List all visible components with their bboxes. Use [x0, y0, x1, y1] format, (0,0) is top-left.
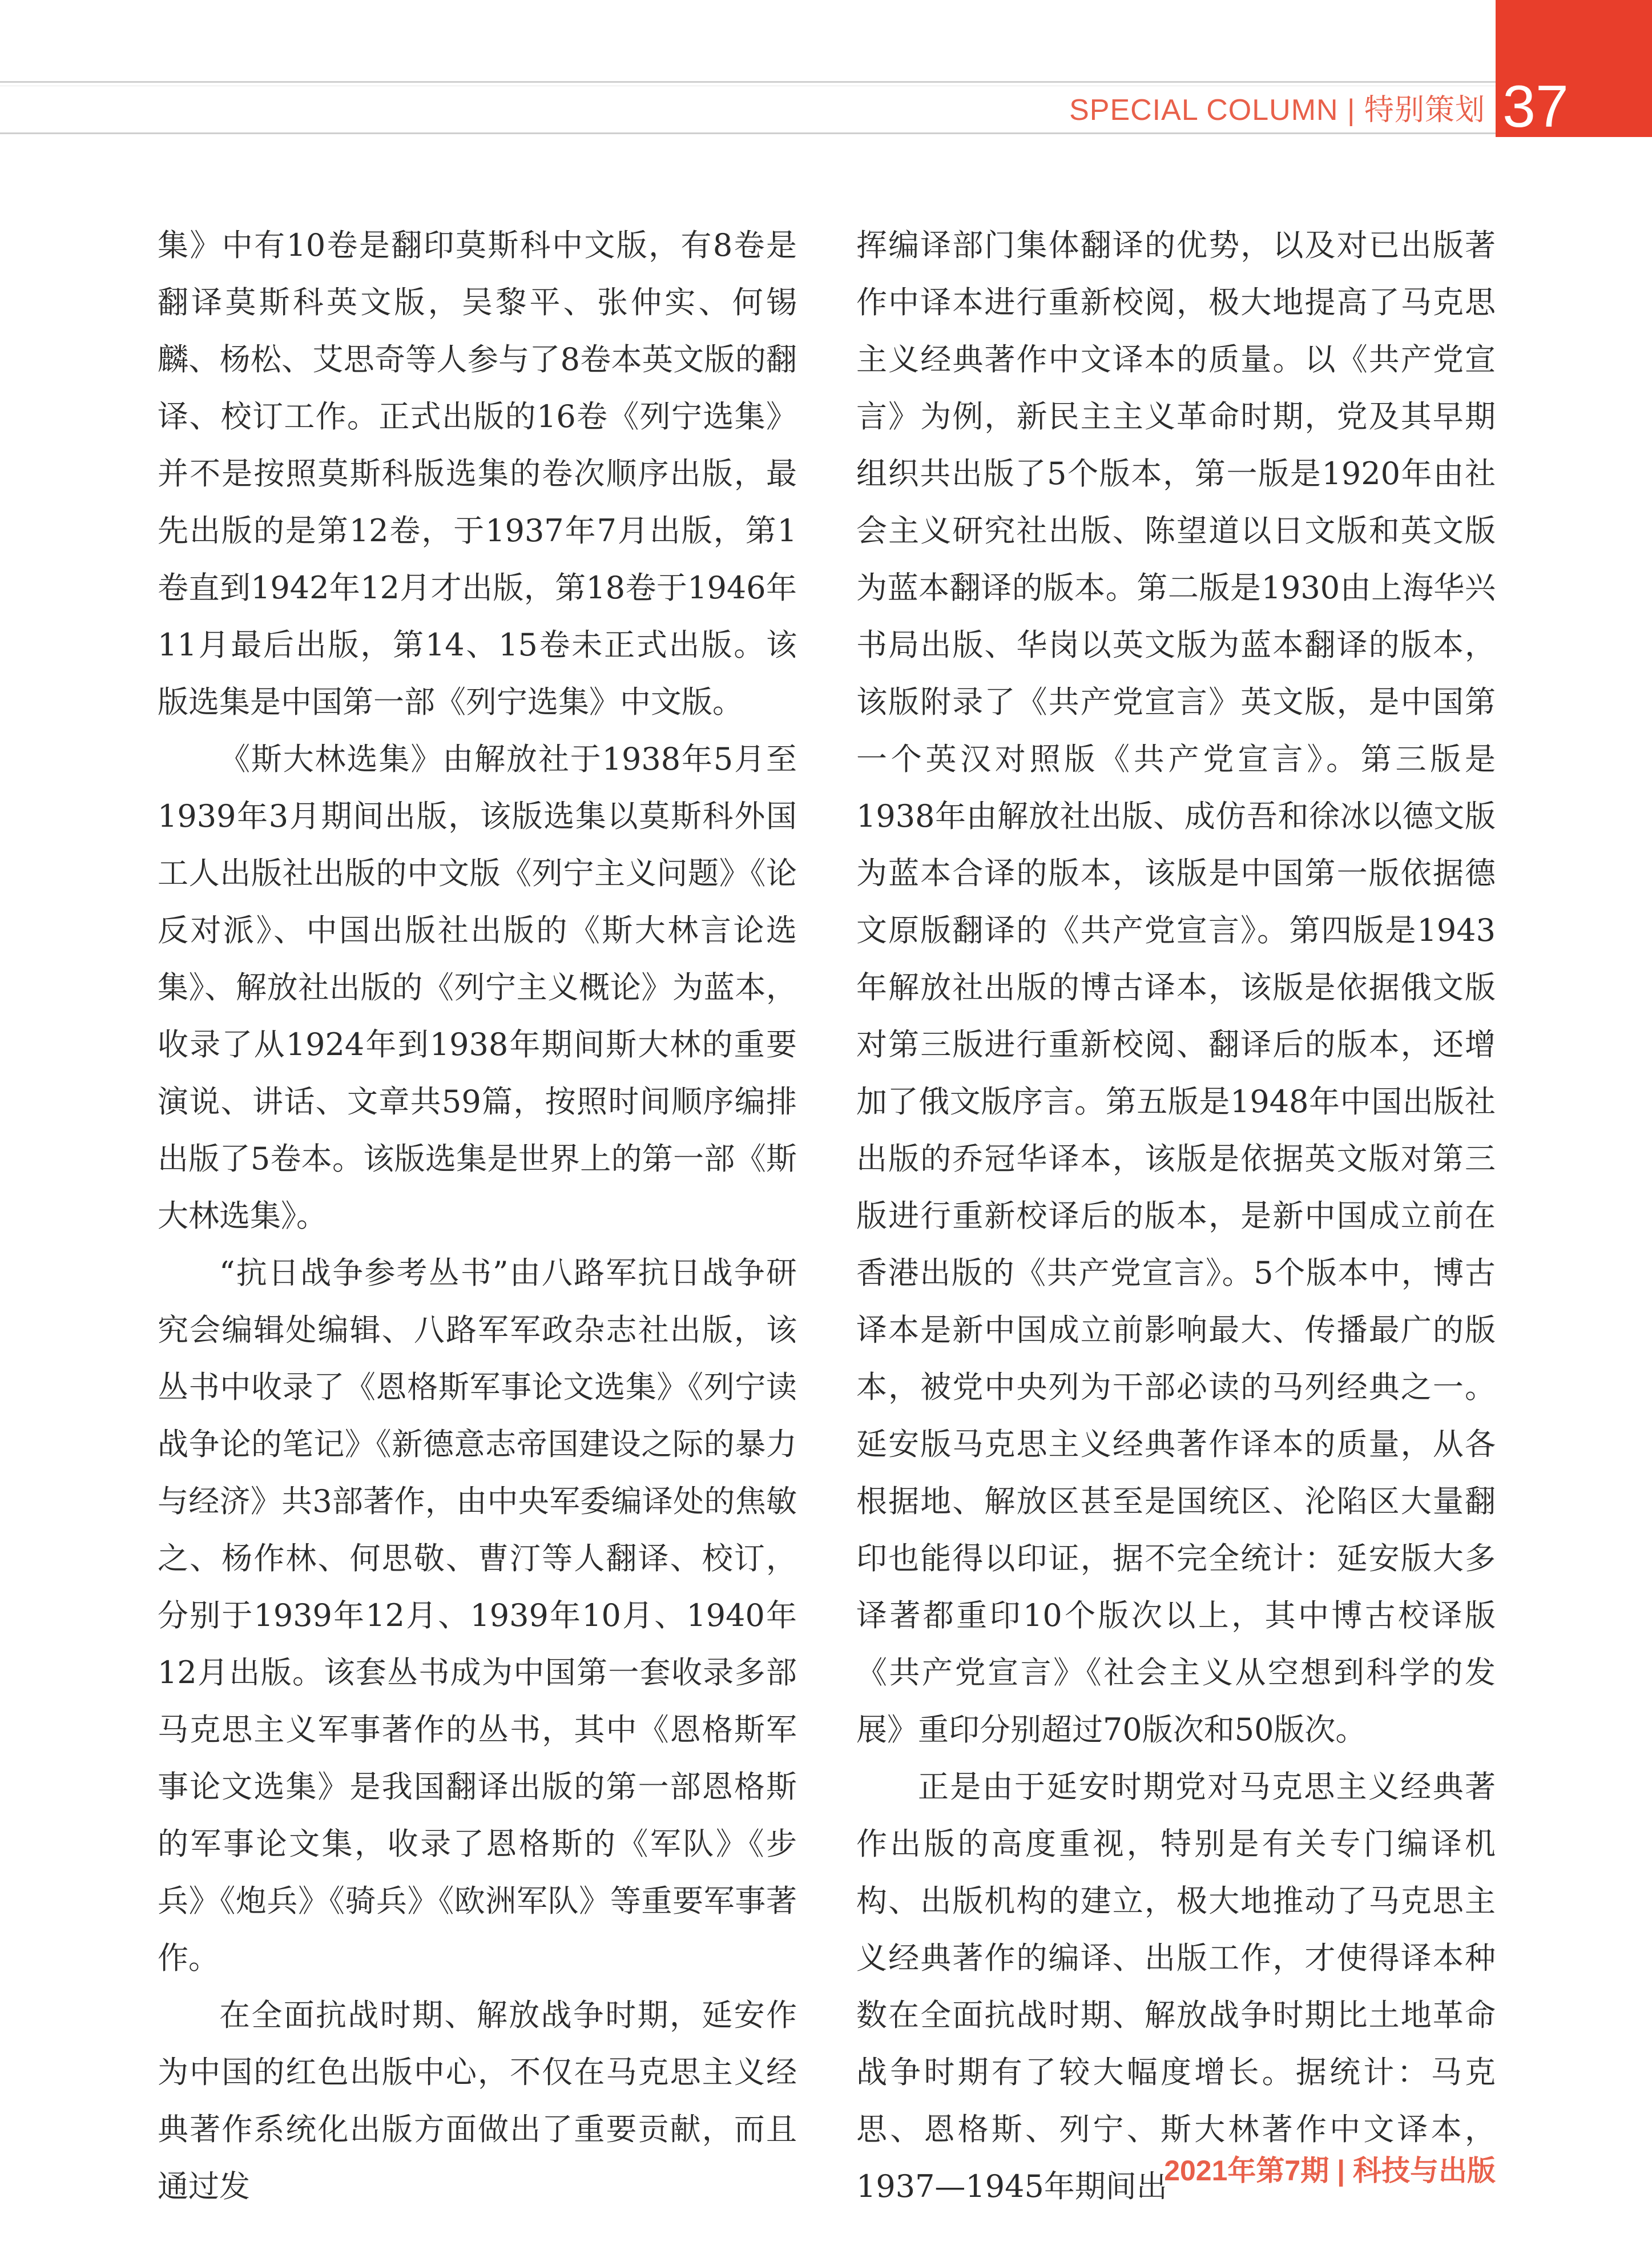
issue-footer: 2021年第7期 | 科技与出版	[1164, 2155, 1496, 2187]
left-text-column	[158, 217, 797, 2215]
header-rule-bottom	[0, 132, 1496, 134]
paragraph: 集》中有10卷是翻印莫斯科中文版，有8卷是翻译莫斯科英文版，吴黎平、张仲实、何锡麟、杨松、艾思奇等人参与了8卷本英文版的翻译、校订工作。正式出版的16卷《列宁选集》并不是按照莫斯科版选集的卷次顺序出版，最先出版的是第12卷，于1937年7月出版，第1卷直到1942年12月才出版，第18卷于1946年11月最后出版，第14、15卷未正式出版。该版选集是中国第一部《列宁选集》中文版。	[158, 227, 797, 720]
page-number-box	[1496, 0, 1652, 140]
right-text-column	[856, 217, 1496, 2215]
paragraph: 挥编译部门集体翻译的优势，以及对已出版著作中译本进行重新校阅，极大地提高了马克思主义经典著作中文译本的质量。以《共产党宣言》为例，新民主主义革命时期，党及其早期组织共出版了5个版本，第一版是1920年由社会主义研究社出版、陈望道以日文版和英文版为蓝本翻译的版本。第二版是1930由上海华兴书局出版、华岗以英文版为蓝本翻译的版本，该版附录了《共产党宣言》英文版，是中国第一个英汉对照版《共产党宣言》。第三版是1938年由解放社出版、成仿吾和徐冰以德文版为蓝本合译的版本，该版是中国第一版依据德文原版翻译的《共产党宣言》。第四版是1943年解放社出版的博古译本，该版是依据俄文版对第三版进行重新校阅、翻译后的版本，还增加了俄文版序言。第五版是1948年中国出版社出版的乔冠华译本，该版是依据英文版对第三版进行重新校译后的版本，是新中国成立前在香港出版的《共产党宣言》。5个版本中，博古译本是新中国成立前影响最大、传播最广的版本，被党中央列为干部必读的马列经典之一。延安版马克思主义经典著作译本的质量，从各根据地、解放区甚至是国统区、沦陷区大量翻印也能得以印证，据不完全统计：延安版大多译著都重印10个版次以上，其中博古校译版《共产党宣言》《社会主义从空想到科学的发展》重印分别超过70版次和50版次。	[856, 227, 1496, 1748]
paragraph: 《斯大林选集》由解放社于1938年5月至1939年3月期间出版，该版选集以莫斯科外国工人出版社出版的中文版《列宁主义问题》《论反对派》、中国出版社出版的《斯大林言论选集》、解放社出版的《列宁主义概论》为蓝本，收录了从1924年到1938年期间斯大林的重要演说、讲话、文章共59篇，按照时间顺序编排出版了5卷本。该版选集是世界上的第一部《斯大林选集》。	[158, 741, 797, 1234]
column-label: SPECIAL COLUMN | 特别策划	[1069, 94, 1485, 127]
page-number: 37	[1502, 74, 1569, 140]
paragraph: 在全面抗战时期、解放战争时期，延安作为中国的红色出版中心，不仅在马克思主义经典著作系统化出版方面做出了重要贡献，而且通过发	[158, 1997, 797, 2204]
paragraph: “抗日战争参考丛书”由八路军抗日战争研究会编辑处编辑、八路军军政杂志社出版，该丛书中收录了《恩格斯军事论文选集》《列宁读战争论的笔记》《新德意志帝国建设之际的暴力与经济》共3部著作，由中央军委编译处的焦敏之、杨作林、何思敬、曹汀等人翻译、校订，分别于1939年12月、1939年10月、1940年12月出版。该套丛书成为中国第一套收录多部马克思主义军事著作的丛书，其中《恩格斯军事论文选集》是我国翻译出版的第一部恩格斯的军事论文集，收录了恩格斯的《军队》《步兵》《炮兵》《骑兵》《欧洲军队》等重要军事著作。	[158, 1255, 797, 1976]
header-rule-top	[0, 81, 1496, 83]
paragraph: 正是由于延安时期党对马克思主义经典著作出版的高度重视，特别是有关专门编译机构、出版机构的建立，极大地推动了马克思主义经典著作的编译、出版工作，才使得译本种数在全面抗战时期、解放战争时期比土地革命战争时期有了较大幅度增长。据统计：马克思、恩格斯、列宁、斯大林著作中文译本，1937—1945年期间出	[856, 1769, 1496, 2204]
